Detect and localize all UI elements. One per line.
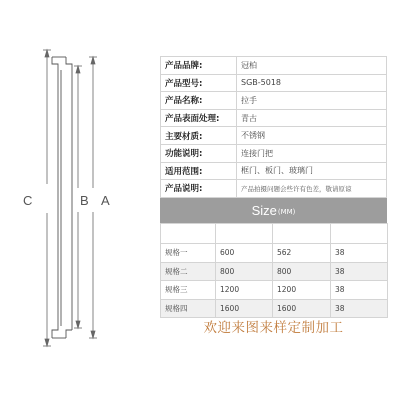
- spec-row-finish: [161, 109, 387, 127]
- size-name: 规格三: [161, 281, 216, 300]
- size-b: 1600: [273, 299, 331, 318]
- handle-profile: [52, 57, 72, 338]
- dimension-a-label: A: [101, 193, 110, 208]
- size-row: [161, 299, 388, 318]
- dimension-b-label: B: [80, 193, 89, 208]
- size-a: 38: [331, 281, 388, 300]
- spec-row-function: [161, 144, 387, 162]
- spec-key: 适用范围:: [161, 162, 237, 180]
- spec-row-scope: [161, 162, 387, 180]
- spec-value: 框门、板门、玻璃门: [237, 162, 387, 180]
- dimension-c: [43, 50, 51, 346]
- size-row: [161, 281, 388, 300]
- spec-value: 青古: [237, 109, 387, 127]
- spec-row-name: [161, 92, 387, 110]
- spec-row-brand: [161, 57, 387, 75]
- size-title: Size: [251, 203, 277, 218]
- spec-value: 拉手: [237, 92, 387, 110]
- size-name: 规格一: [161, 244, 216, 263]
- spec-key: 产品名称:: [161, 92, 237, 110]
- size-name: 规格四: [161, 299, 216, 318]
- spec-key: 产品型号:: [161, 74, 237, 92]
- size-a: 38: [331, 244, 388, 263]
- size-table-blank-row: [161, 224, 388, 244]
- size-a: 38: [331, 299, 388, 318]
- size-row: [161, 244, 388, 263]
- size-c: 800: [216, 262, 273, 281]
- spec-table: [160, 56, 387, 198]
- spec-row-note: [161, 180, 387, 198]
- size-table: [160, 223, 388, 318]
- size-b: 1200: [273, 281, 331, 300]
- spec-key: 产品说明:: [161, 180, 237, 198]
- spec-row-model: [161, 74, 387, 92]
- size-name: 规格二: [161, 262, 216, 281]
- spec-value: 产品拍摄问题会些许有色差，敬请原谅: [237, 180, 387, 198]
- spec-value: 冠柏: [237, 57, 387, 75]
- spec-value: 连接门把: [237, 144, 387, 162]
- spec-key: 功能说明:: [161, 144, 237, 162]
- size-unit: (MM): [277, 208, 296, 216]
- size-b: 562: [273, 244, 331, 263]
- size-row: [161, 262, 388, 281]
- custom-order-slogan: 欢迎来图来样定制加工: [203, 320, 344, 336]
- spec-value: SGB-5018: [237, 74, 387, 92]
- spec-value: 不锈钢: [237, 127, 387, 145]
- dimension-c-label: C: [23, 193, 33, 208]
- spec-key: 产品表面处理:: [161, 109, 237, 127]
- size-c: 600: [216, 244, 273, 263]
- size-header: [160, 198, 387, 223]
- size-a: 38: [331, 262, 388, 281]
- size-c: 1600: [216, 299, 273, 318]
- dimension-a: [89, 57, 97, 338]
- size-c: 1200: [216, 281, 273, 300]
- handle-dimension-diagram: [0, 0, 160, 400]
- spec-key: 主要材质:: [161, 127, 237, 145]
- spec-row-material: [161, 127, 387, 145]
- spec-key: 产品品牌:: [161, 57, 237, 75]
- size-b: 800: [273, 262, 331, 281]
